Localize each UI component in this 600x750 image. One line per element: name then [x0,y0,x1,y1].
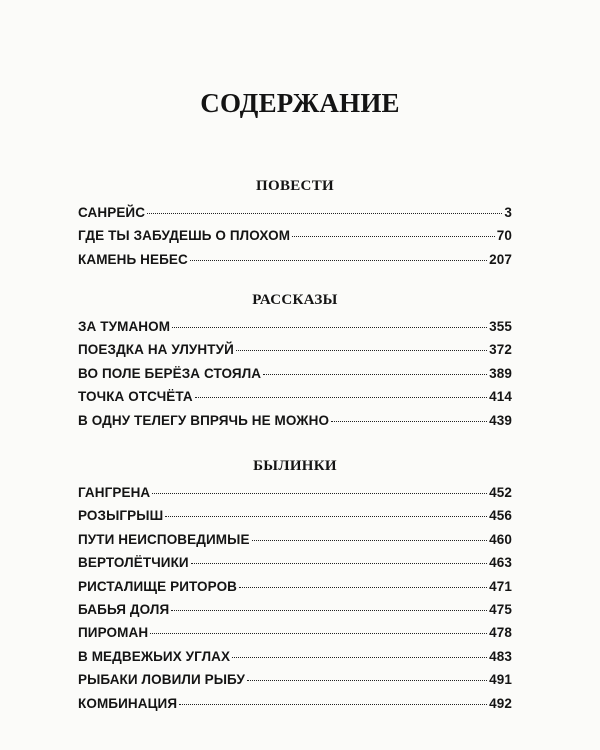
entry-list [78,485,512,719]
toc-entry[interactable] [78,579,512,602]
section-heading: РАССКАЗЫ [252,292,338,308]
toc-entry[interactable] [78,319,512,342]
toc-entry[interactable] [78,555,512,578]
entry-title: В МЕДВЕЖЬИХ УГЛАХ [78,648,231,664]
entry-title: ЗА ТУМАНОМ [78,319,171,334]
section-heading: ПОВЕСТИ [256,178,334,194]
entry-page-number: 414 [489,389,512,405]
dot-leader [232,657,487,658]
entry-title: ПОЕЗДКА НА УЛУНТУЙ [78,342,234,358]
entry-page-number: 456 [489,508,512,524]
dot-leader [239,587,487,588]
dot-leader [152,493,487,494]
toc-entry[interactable] [78,252,512,275]
dot-leader [263,374,487,375]
toc-entry[interactable] [78,508,512,531]
toc-entry[interactable] [78,342,512,365]
dot-leader [150,633,487,634]
section-bylinki [78,458,512,719]
toc-entry[interactable] [78,366,512,389]
entry-title: ВЕРТОЛЁТЧИКИ [78,555,189,571]
toc-entry[interactable] [78,228,512,251]
entry-page-number: 389 [489,365,512,381]
toc-entry[interactable] [78,649,512,672]
entry-title: ПУТИ НЕИСПОВЕДИМЫЕ [78,531,250,547]
entry-page-number: 70 [496,228,512,244]
section-rasskazy [78,292,512,436]
dot-leader [252,540,488,541]
entry-title: САНРЕЙС [78,205,146,220]
entry-page-number: 463 [489,555,512,571]
entry-page-number: 355 [489,319,512,334]
entry-title: РЫБАКИ ЛОВИЛИ РЫБУ [78,672,245,688]
entry-page-number: 439 [489,412,512,428]
entry-page-number: 3 [504,205,512,220]
entry-title: ПИРОМАН [78,625,149,641]
dot-leader [147,213,502,214]
entry-page-number: 460 [489,531,512,547]
entry-title: КОМБИНАЦИЯ [78,695,178,711]
entry-page-number: 483 [489,648,512,664]
entry-list [78,205,512,275]
entry-title: БАБЬЯ ДОЛЯ [78,601,170,617]
toc-entry[interactable] [78,625,512,648]
entry-title: ГАНГРЕНА [78,485,151,500]
toc-entry[interactable] [78,532,512,555]
toc-entry[interactable] [78,672,512,695]
dot-leader [292,236,495,237]
dot-leader [191,563,487,564]
page-title: СОДЕРЖАНИЕ [200,88,400,118]
entry-page-number: 207 [489,251,512,267]
entry-page-number: 491 [489,672,512,688]
dot-leader [171,610,487,611]
dot-leader [179,704,487,705]
entry-title: КАМЕНЬ НЕБЕС [78,251,188,267]
dot-leader [247,680,487,681]
entry-title: ТОЧКА ОТСЧЁТА [78,389,193,405]
toc-entry[interactable] [78,602,512,625]
dot-leader [172,327,487,328]
entry-page-number: 492 [489,695,512,711]
entry-page-number: 471 [489,578,512,594]
entry-page-number: 372 [489,342,512,358]
section-povesti [78,178,512,275]
dot-leader [236,350,487,351]
section-heading: БЫЛИНКИ [253,458,337,474]
toc-entry[interactable] [78,205,512,228]
entry-title: РИСТАЛИЩЕ РИТОРОВ [78,578,238,594]
entry-page-number: 478 [489,625,512,641]
toc-entry[interactable] [78,696,512,719]
dot-leader [190,260,487,261]
toc-entry[interactable] [78,413,512,436]
toc-entry[interactable] [78,389,512,412]
entry-page-number: 452 [489,485,512,500]
entry-title: ВО ПОЛЕ БЕРЁЗА СТОЯЛА [78,365,262,381]
dot-leader [331,421,487,422]
toc-entry[interactable] [78,485,512,508]
entry-title: ГДЕ ТЫ ЗАБУДЕШЬ О ПЛОХОМ [78,228,291,244]
entry-title: РОЗЫГРЫШ [78,508,164,524]
entry-page-number: 475 [489,601,512,617]
dot-leader [195,397,487,398]
dot-leader [165,516,487,517]
entry-title: В ОДНУ ТЕЛЕГУ ВПРЯЧЬ НЕ МОЖНО [78,412,330,428]
entry-list [78,319,512,436]
